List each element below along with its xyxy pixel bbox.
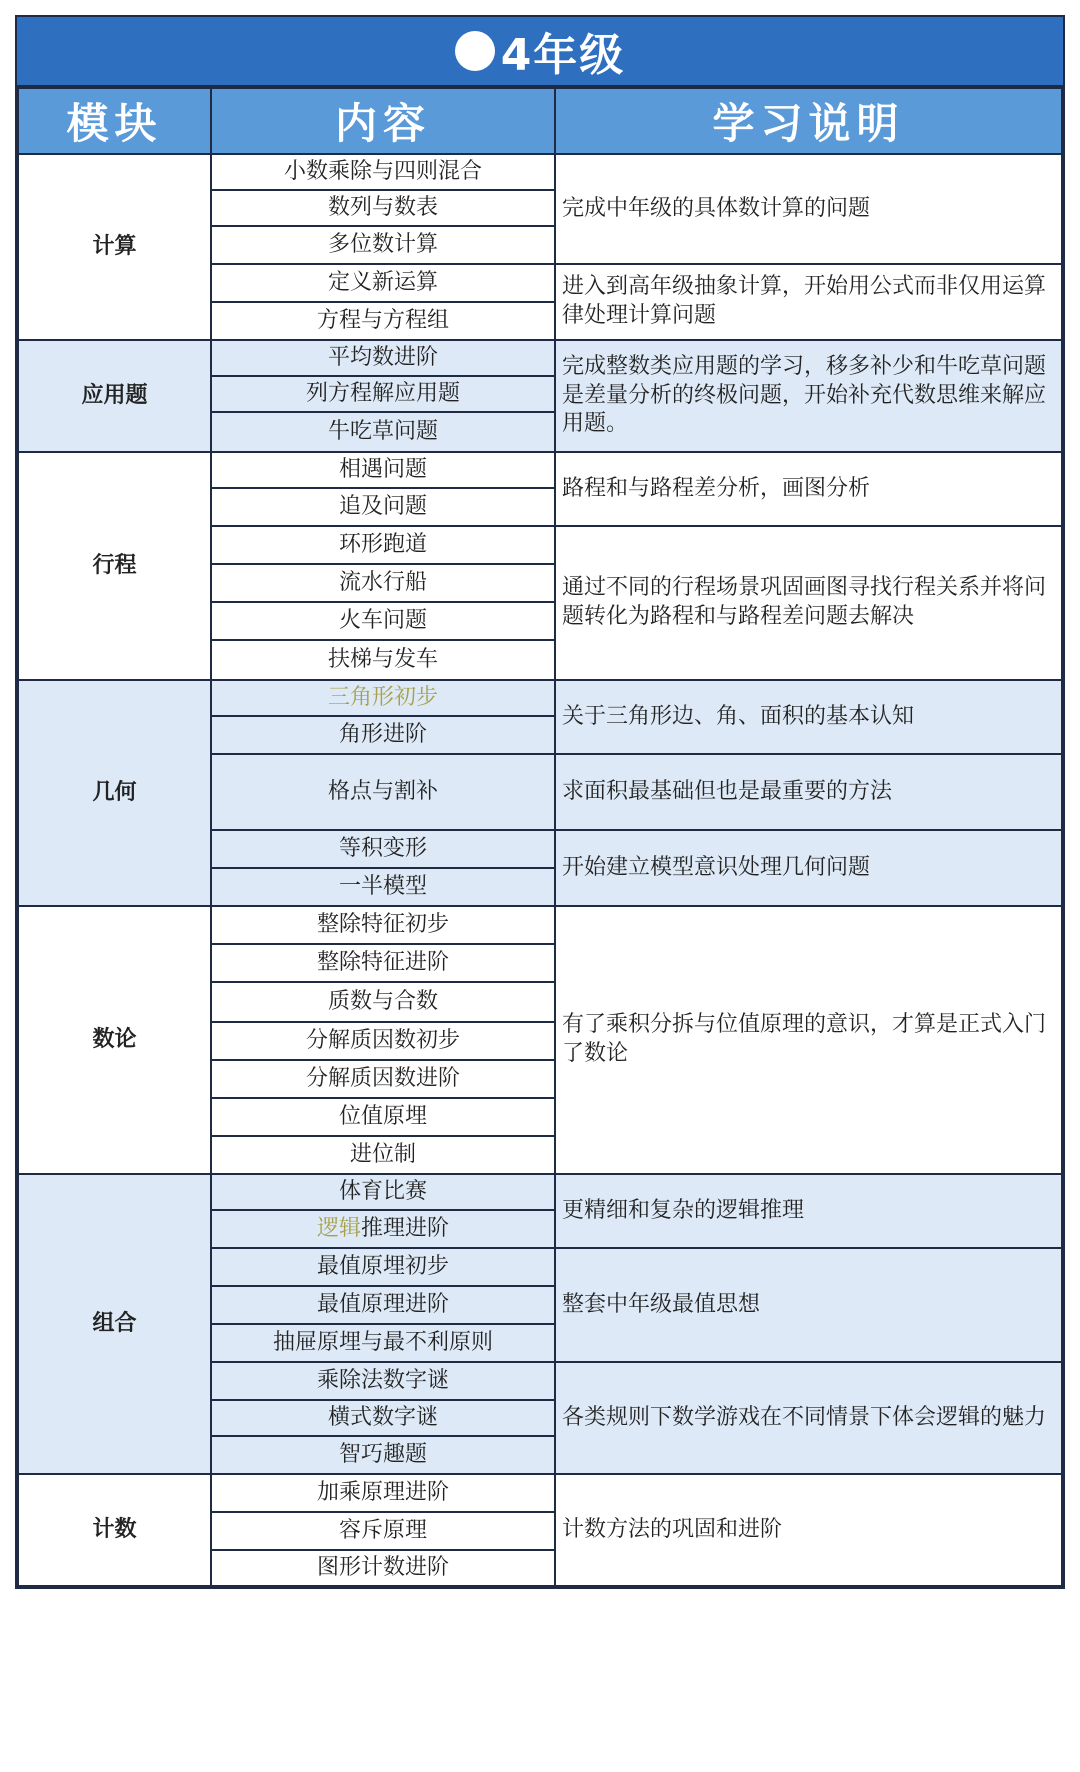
- content-cell: 体育比赛: [211, 1174, 555, 1210]
- content-cell: 牛吃草问题: [211, 412, 555, 452]
- content-cell: 多位数计算: [211, 226, 555, 264]
- desc-cell: 完成中年级的具体数计算的问题: [555, 154, 1062, 264]
- module-cell: 行程: [18, 452, 211, 680]
- content-cell: 扶梯与发车: [211, 640, 555, 680]
- circle-icon: [455, 31, 495, 71]
- content-cell: 等积变形: [211, 830, 555, 868]
- content-cell: 整除特征初步: [211, 906, 555, 944]
- content-cell: 容斥原理: [211, 1512, 555, 1550]
- content-cell: 流水行船: [211, 564, 555, 602]
- module-cell: 计数: [18, 1474, 211, 1586]
- content-cell: 图形计数进阶: [211, 1550, 555, 1586]
- table-row: [18, 452, 1062, 488]
- desc-cell: 整套中年级最值思想: [555, 1248, 1062, 1362]
- desc-cell: 求面积最基础但也是最重要的方法: [555, 754, 1062, 830]
- desc-cell: 计数方法的巩固和进阶: [555, 1474, 1062, 1586]
- content-cell: 抽屉原埋与最不利原则: [211, 1324, 555, 1362]
- content-cell: 分解质因数初步: [211, 1022, 555, 1060]
- curriculum-table-frame: [15, 15, 1065, 1589]
- title-bar: [17, 17, 1063, 87]
- content-cell: 列方程解应用题: [211, 376, 555, 412]
- table-row: [18, 1474, 1062, 1512]
- content-text: 推理进阶: [361, 1215, 450, 1241]
- table-row: [18, 906, 1062, 944]
- content-cell: 进位制: [211, 1136, 555, 1174]
- desc-cell: 通过不同的行程场景巩固画图寻找行程关系并将问题转化为路程和与路程差问题去解决: [555, 526, 1062, 680]
- desc-cell: 路程和与路程差分析，画图分析: [555, 452, 1062, 526]
- module-cell: 计算: [18, 154, 211, 340]
- content-cell: 数列与数表: [211, 190, 555, 226]
- desc-cell: 更精细和复杂的逻辑推理: [555, 1174, 1062, 1248]
- content-cell: 乘除法数字谜: [211, 1362, 555, 1400]
- desc-cell: 有了乘积分拆与位值原理的意识，才算是正式入门了数论: [555, 906, 1062, 1174]
- content-cell: 一半模型: [211, 868, 555, 906]
- table-row: [18, 340, 1062, 376]
- header-explanation: 学习说明: [555, 88, 1062, 154]
- content-cell: 质数与合数: [211, 982, 555, 1022]
- content-cell: 整除特征进阶: [211, 944, 555, 982]
- module-cell: 数论: [18, 906, 211, 1174]
- header-module: 模块: [18, 88, 211, 154]
- content-cell: 位值原埋: [211, 1098, 555, 1136]
- content-cell: 相遇问题: [211, 452, 555, 488]
- table-row: [18, 1174, 1062, 1210]
- content-highlight: 逻辑: [316, 1215, 361, 1241]
- content-cell: 定义新运算: [211, 264, 555, 302]
- page-title: 4年级: [500, 30, 626, 81]
- content-cell: 加乘原理进阶: [211, 1474, 555, 1512]
- content-cell: 智巧趣题: [211, 1436, 555, 1474]
- content-cell: 格点与割补: [211, 754, 555, 830]
- content-cell: 角形进阶: [211, 716, 555, 754]
- desc-cell: 各类规则下数学游戏在不同情景下体会逻辑的魅力: [555, 1362, 1062, 1474]
- table-row: [18, 154, 1062, 190]
- content-cell: 追及问题: [211, 488, 555, 526]
- content-cell: 平均数进阶: [211, 340, 555, 376]
- table-row: [18, 680, 1062, 716]
- content-cell: [211, 1210, 555, 1248]
- desc-cell: 关于三角形边、角、面积的基本认知: [555, 680, 1062, 754]
- curriculum-table: [17, 87, 1063, 1587]
- content-cell: 方程与方程组: [211, 302, 555, 340]
- desc-cell: 开始建立模型意识处理几何问题: [555, 830, 1062, 906]
- content-cell: 最值原理进阶: [211, 1286, 555, 1324]
- desc-cell: 完成整数类应用题的学习，移多补少和牛吃草问题是差量分析的终极问题，开始补充代数思维来解应用题。: [555, 340, 1062, 452]
- module-cell: 几何: [18, 680, 211, 906]
- content-cell: 环形跑道: [211, 526, 555, 564]
- module-cell: 应用题: [18, 340, 211, 452]
- content-cell: 分解质因数进阶: [211, 1060, 555, 1098]
- desc-cell: 进入到高年级抽象计算，开始用公式而非仅用运算律处理计算问题: [555, 264, 1062, 340]
- header-row: [18, 88, 1062, 154]
- module-cell: 组合: [18, 1174, 211, 1474]
- header-content: 内容: [211, 88, 555, 154]
- content-cell: 最值原埋初步: [211, 1248, 555, 1286]
- content-cell: 火车问题: [211, 602, 555, 640]
- content-cell: 小数乘除与四则混合: [211, 154, 555, 190]
- content-cell: 三角形初步: [211, 680, 555, 716]
- content-cell: 横式数字谜: [211, 1400, 555, 1436]
